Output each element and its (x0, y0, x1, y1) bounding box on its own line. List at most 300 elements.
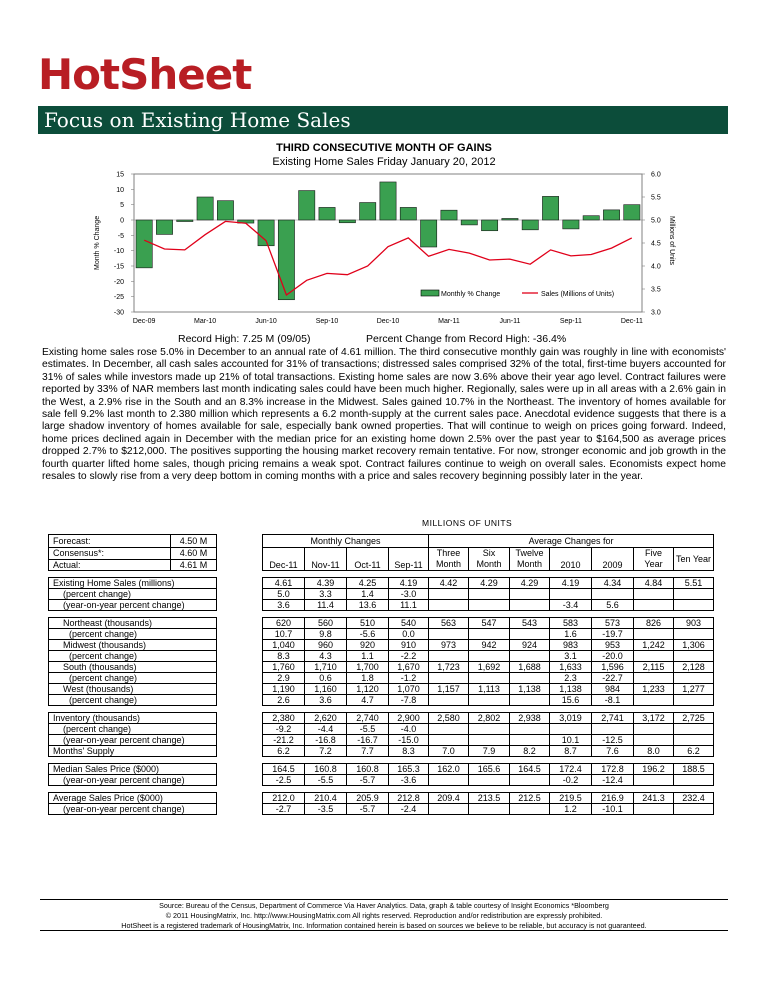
cell-value: 8.7 (550, 746, 592, 757)
bar (583, 216, 599, 220)
cell-value: -2.2 (389, 651, 429, 662)
x-tick-label: Dec-11 (620, 318, 643, 325)
bar (177, 220, 193, 222)
cell-value: 188.5 (674, 764, 714, 775)
cell-value: -5.5 (305, 775, 347, 786)
cell-value: 4.39 (305, 578, 347, 589)
cell-value: 160.8 (305, 764, 347, 775)
cell-value: 2,380 (263, 713, 305, 724)
col-header: 2010 (550, 548, 592, 571)
bar (522, 220, 538, 230)
cell-value: 4.61 (263, 578, 305, 589)
cell-value: 2,740 (347, 713, 389, 724)
cell-value: 540 (389, 618, 429, 629)
monthly-changes-header: Monthly Changes (263, 535, 429, 548)
cell-value: 3.1 (550, 651, 592, 662)
cell-value: 2,580 (429, 713, 469, 724)
cell-value: 232.4 (674, 793, 714, 804)
cell-value: 2,725 (674, 713, 714, 724)
table-row (49, 764, 714, 775)
bar (421, 220, 437, 247)
cell-value: 620 (263, 618, 305, 629)
cell-value: 2.3 (550, 673, 592, 684)
cell-value: 219.5 (550, 793, 592, 804)
cell-value: 196.2 (634, 764, 674, 775)
row-label: (percent change) (49, 589, 217, 600)
bar (360, 203, 376, 220)
y-tick-label: 10 (116, 186, 124, 194)
forecast-label: Forecast: (53, 536, 91, 546)
cell-value: 1,760 (263, 662, 305, 673)
cell-value: 1,113 (469, 684, 510, 695)
cell-value (510, 775, 550, 786)
cell-value: 4.25 (347, 578, 389, 589)
cell-value: 241.3 (634, 793, 674, 804)
bar (563, 220, 579, 229)
cell-value: 1,070 (389, 684, 429, 695)
bar (278, 220, 294, 300)
table-row (49, 629, 714, 640)
cell-value: 826 (634, 618, 674, 629)
spacer-row (49, 571, 714, 578)
cell-value: 0.6 (305, 673, 347, 684)
cell-value: -20.0 (592, 651, 634, 662)
units-label: MILLIONS OF UNITS (422, 518, 513, 528)
row-label: (year-on-year percent change) (49, 600, 217, 611)
col-header: Oct-11 (347, 548, 389, 571)
cell-value (592, 589, 634, 600)
cell-value: 210.4 (305, 793, 347, 804)
cell-value: 1.4 (347, 589, 389, 600)
col-header: Three Month (429, 548, 469, 571)
bar (136, 220, 152, 268)
forecast-value: 4.50 M (171, 535, 217, 548)
cell-value: -4.4 (305, 724, 347, 735)
cell-value: -8.1 (592, 695, 634, 706)
cell-value: -0.2 (550, 775, 592, 786)
cell-value: 1,160 (305, 684, 347, 695)
banner-title: Focus on Existing Home Sales (44, 108, 351, 132)
cell-value: 172.4 (550, 764, 592, 775)
y-tick-label: 5 (120, 202, 124, 210)
table-row (49, 713, 714, 724)
cell-value: 1,306 (674, 640, 714, 651)
cell-value: 212.5 (510, 793, 550, 804)
cell-value (550, 589, 592, 600)
cell-value: 1.1 (347, 651, 389, 662)
cell-value: 543 (510, 618, 550, 629)
col-header: Five Year (634, 548, 674, 571)
chart-subtitle: Existing Home Sales Friday January 20, 2012 (272, 156, 496, 168)
bar (380, 182, 396, 220)
cell-value: 7.0 (429, 746, 469, 757)
consensus-label: Consensus*: (49, 548, 171, 560)
cell-value (510, 651, 550, 662)
y2-tick-label: 5.0 (651, 217, 661, 225)
cell-value (674, 651, 714, 662)
cell-value: 165.3 (389, 764, 429, 775)
legend-bar-swatch (421, 290, 439, 296)
statistics-table (48, 534, 714, 815)
cell-value (674, 629, 714, 640)
cell-value: 10.7 (263, 629, 305, 640)
bar (197, 197, 213, 220)
footer-trademark: HotSheet is a registered trademark of HousingMatrix, Inc. Information contained herein is based on sources we believe to be reliable, but accuracy is not guaranteed. (121, 921, 647, 930)
cell-value: -10.1 (592, 804, 634, 815)
table-row (49, 600, 714, 611)
sales-chart (90, 168, 690, 332)
table-row (49, 775, 714, 786)
cell-value: 2,128 (674, 662, 714, 673)
cell-value: 2,741 (592, 713, 634, 724)
table-row (49, 793, 714, 804)
cell-value (510, 589, 550, 600)
col-header: Dec-11 (263, 548, 305, 571)
cell-value: 8.3 (389, 746, 429, 757)
y2-tick-label: 6.0 (651, 171, 661, 179)
cell-value: 953 (592, 640, 634, 651)
col-header: Ten Year (674, 548, 714, 571)
spacer-row (49, 786, 714, 793)
bar (542, 196, 558, 220)
legend-bar-label: Monthly % Change (441, 291, 501, 298)
cell-value: 11.4 (305, 600, 347, 611)
average-changes-header: Average Changes for (429, 535, 714, 548)
cell-value (510, 673, 550, 684)
cell-value (674, 695, 714, 706)
cell-value: -2.4 (389, 804, 429, 815)
cell-value: 8.0 (634, 746, 674, 757)
cell-value: -12.5 (592, 735, 634, 746)
cell-value: 1.6 (550, 629, 592, 640)
cell-value: 4.3 (305, 651, 347, 662)
x-tick-label: Sep-11 (559, 318, 582, 325)
cell-value (510, 600, 550, 611)
cell-value (429, 600, 469, 611)
cell-value: 6.2 (263, 746, 305, 757)
row-label: (percent change) (49, 629, 217, 640)
cell-value (634, 775, 674, 786)
cell-value: 2,900 (389, 713, 429, 724)
cell-value: 984 (592, 684, 634, 695)
cell-value (469, 629, 510, 640)
cell-value: 960 (305, 640, 347, 651)
cell-value (634, 804, 674, 815)
table-row (49, 618, 714, 629)
table-row (49, 804, 714, 815)
cell-value: 510 (347, 618, 389, 629)
cell-value: 942 (469, 640, 510, 651)
y-tick-label: -25 (113, 294, 124, 302)
cell-value: -22.7 (592, 673, 634, 684)
table-row (49, 724, 714, 735)
row-label: Inventory (thousands) (49, 713, 217, 724)
table-row (49, 673, 714, 684)
chart-title: THIRD CONSECUTIVE MONTH OF GAINS (276, 142, 492, 154)
cell-value (674, 673, 714, 684)
y2-tick-label: 5.5 (651, 194, 661, 202)
cell-value: 4.34 (592, 578, 634, 589)
cell-value: 3.6 (305, 695, 347, 706)
spacer-row (49, 611, 714, 618)
y-tick-label: -5 (117, 232, 124, 240)
row-label: Median Sales Price ($000) (49, 764, 217, 775)
cell-value (674, 775, 714, 786)
cell-value: 2.9 (263, 673, 305, 684)
cell-value: 4.19 (389, 578, 429, 589)
bar (461, 220, 477, 225)
cell-value: 3,172 (634, 713, 674, 724)
y-tick-label: 0 (120, 217, 124, 225)
cell-value: 1,233 (634, 684, 674, 695)
cell-value: 1,277 (674, 684, 714, 695)
cell-value: 165.6 (469, 764, 510, 775)
cell-value: 4.84 (634, 578, 674, 589)
cell-value (429, 673, 469, 684)
row-label: South (thousands) (49, 662, 217, 673)
cell-value: 1,670 (389, 662, 429, 673)
cell-value (469, 673, 510, 684)
cell-value: -1.2 (389, 673, 429, 684)
cell-value: 903 (674, 618, 714, 629)
x-tick-label: Mar-10 (194, 318, 217, 325)
cell-value: 6.2 (674, 746, 714, 757)
row-label: Northeast (thousands) (49, 618, 217, 629)
y-tick-label: 15 (116, 171, 124, 179)
cell-value: -21.2 (263, 735, 305, 746)
row-label: (percent change) (49, 724, 217, 735)
cell-value (510, 724, 550, 735)
cell-value: 1,120 (347, 684, 389, 695)
bar (319, 207, 335, 220)
cell-value (634, 629, 674, 640)
cell-value: 7.9 (469, 746, 510, 757)
bar (441, 210, 457, 220)
cell-value: -5.7 (347, 775, 389, 786)
cell-value (469, 651, 510, 662)
cell-value (429, 651, 469, 662)
percent-change-from-record-high: Percent Change from Record High: -36.4% (366, 333, 567, 345)
row-label: (percent change) (49, 651, 217, 662)
footer-source: Source: Bureau of the Census, Department of Commerce Via Haver Analytics. Data, graph & table courtesy of Insight Economics *Bloomberg (159, 901, 609, 910)
y-axis-label-left: Month % Change (94, 215, 101, 270)
cell-value: -7.8 (389, 695, 429, 706)
bar (156, 220, 172, 234)
cell-value (510, 735, 550, 746)
cell-value: 1.8 (347, 673, 389, 684)
cell-value: 2.6 (263, 695, 305, 706)
footer (40, 899, 728, 931)
cell-value: 910 (389, 640, 429, 651)
x-tick-label: Jun-10 (255, 318, 277, 325)
cell-value: 4.42 (429, 578, 469, 589)
cell-value: 3.6 (263, 600, 305, 611)
cell-value: 1,040 (263, 640, 305, 651)
cell-value: -3.0 (389, 589, 429, 600)
cell-value (469, 600, 510, 611)
y2-tick-label: 4.0 (651, 263, 661, 271)
cell-value: 4.7 (347, 695, 389, 706)
cell-value: 162.0 (429, 764, 469, 775)
cell-value (550, 724, 592, 735)
cell-value (429, 629, 469, 640)
cell-value (634, 589, 674, 600)
cell-value (469, 775, 510, 786)
cell-value (634, 724, 674, 735)
bar (624, 205, 640, 220)
actual-label: Actual: (49, 559, 171, 571)
cell-value: -15.0 (389, 735, 429, 746)
cell-value (674, 804, 714, 815)
cell-value: 216.9 (592, 793, 634, 804)
cell-value (674, 600, 714, 611)
cell-value: 1,138 (550, 684, 592, 695)
y-tick-label: -10 (113, 248, 124, 256)
cell-value: 5.0 (263, 589, 305, 600)
y-tick-label: -20 (113, 278, 124, 286)
cell-value: 5.6 (592, 600, 634, 611)
col-header: Nov-11 (305, 548, 347, 571)
cell-value (634, 673, 674, 684)
cell-value (634, 735, 674, 746)
x-tick-label: Sep-10 (315, 318, 339, 325)
commentary-text: Existing home sales rose 5.0% in December to an annual rate of 4.61 million. The third consecutive monthly gain was roughly in line with economists' estimates. In December, all cash sales accounted for 31% of transactions; distressed sales comprised 32% of the total, first-time buyers accounted for 31% of sales while investors made up 21% of total transactions. Existing home sales are now 3.6% above their year ago level. Contract failures were reported by 33% of NAR members last month indicating sales could have been much higher. Regionally, sales were up in all areas with a 2.6% gain in the West, a 2.9% rise in the South and an 8.3% increase in the Midwest. Sales gained 10.7% in the Northeast. The inventory of homes available for sale fell 9.2% last month to 2.380 million which represents a 6.2 month-supply at the current sales pace. Anecdotal evidence suggests that there is a large shadow inventory of homes available for sale, especially bank owned properties. That will continue to weigh on prices going forward. Indeed, home prices declined again in December with the median price for an existing home down 2.5% over the past year to $164,500 as average prices dropped 2.7% to $212,000. The positives supporting the housing market recovery remain tentative. For now, stronger economic and job growth in the fourth quarter lifted home sales, though pricing remains a weak spot. Contract failures continue to weigh on overall sales. Economists expect home resales to slowly rise from a very deep bottom in coming months with a price and sales recovery beginning possibly later in the year. (42, 347, 726, 483)
cell-value: 1,723 (429, 662, 469, 673)
cell-value: 8.3 (263, 651, 305, 662)
cell-value: 13.6 (347, 600, 389, 611)
cell-value (592, 724, 634, 735)
x-tick-label: Dec-10 (376, 318, 400, 325)
cell-value (429, 735, 469, 746)
table-row (49, 662, 714, 673)
cell-value: -3.6 (389, 775, 429, 786)
cell-value: 7.6 (592, 746, 634, 757)
y2-tick-label: 3.0 (651, 309, 661, 317)
cell-value (429, 695, 469, 706)
cell-value: 209.4 (429, 793, 469, 804)
cell-value: 983 (550, 640, 592, 651)
bar (299, 191, 315, 220)
cell-value: 0.0 (389, 629, 429, 640)
cell-value (510, 804, 550, 815)
row-label: Months' Supply (49, 746, 217, 757)
row-label: (percent change) (49, 695, 217, 706)
cell-value: 212.0 (263, 793, 305, 804)
cell-value (510, 629, 550, 640)
record-high: Record High: 7.25 M (09/05) (178, 333, 311, 345)
cell-value: -2.5 (263, 775, 305, 786)
cell-value: 4.19 (550, 578, 592, 589)
cell-value: 2,115 (634, 662, 674, 673)
cell-value: 1,710 (305, 662, 347, 673)
cell-value: 213.5 (469, 793, 510, 804)
cell-value: 973 (429, 640, 469, 651)
cell-value: 563 (429, 618, 469, 629)
col-header: Six Month (469, 548, 510, 571)
x-tick-label: Jun-11 (499, 318, 521, 325)
cell-value: 1,692 (469, 662, 510, 673)
cell-value: 15.6 (550, 695, 592, 706)
cell-value: 10.1 (550, 735, 592, 746)
bar (502, 218, 518, 220)
forecast-cell (49, 535, 171, 548)
cell-value: 164.5 (263, 764, 305, 775)
cell-value: -5.6 (347, 629, 389, 640)
bar (603, 210, 619, 220)
actual-value: 4.61 M (171, 559, 217, 571)
cell-value (634, 695, 674, 706)
cell-value: -9.2 (263, 724, 305, 735)
cell-value: -19.7 (592, 629, 634, 640)
banner (38, 106, 728, 134)
cell-value (469, 735, 510, 746)
cell-value (674, 589, 714, 600)
cell-value (429, 775, 469, 786)
cell-value: 1,700 (347, 662, 389, 673)
cell-value: 2,802 (469, 713, 510, 724)
cell-value: 920 (347, 640, 389, 651)
row-label: Existing Home Sales (millions) (49, 578, 217, 589)
row-label: (year-on-year percent change) (49, 735, 217, 746)
cell-value: 1,688 (510, 662, 550, 673)
cell-value (634, 651, 674, 662)
y-tick-label: -15 (113, 263, 124, 271)
cell-value: 547 (469, 618, 510, 629)
table-row (49, 651, 714, 662)
cell-value (469, 695, 510, 706)
cell-value: 924 (510, 640, 550, 651)
spacer-row (49, 706, 714, 713)
cell-value: -5.5 (347, 724, 389, 735)
cell-value: 3,019 (550, 713, 592, 724)
table-row (49, 695, 714, 706)
bar (217, 201, 233, 220)
col-header: 2009 (592, 548, 634, 571)
consensus-value: 4.60 M (171, 548, 217, 560)
cell-value: 3.3 (305, 589, 347, 600)
cell-value: 583 (550, 618, 592, 629)
cell-value: -3.4 (550, 600, 592, 611)
cell-value: 1,242 (634, 640, 674, 651)
cell-value: 2,620 (305, 713, 347, 724)
row-label: Midwest (thousands) (49, 640, 217, 651)
cell-value: 1,138 (510, 684, 550, 695)
cell-value: -2.7 (263, 804, 305, 815)
cell-value: 4.29 (469, 578, 510, 589)
cell-value: 164.5 (510, 764, 550, 775)
cell-value: -3.5 (305, 804, 347, 815)
cell-value: 4.29 (510, 578, 550, 589)
bar (400, 207, 416, 220)
table-row (49, 589, 714, 600)
cell-value: 160.8 (347, 764, 389, 775)
cell-value: 560 (305, 618, 347, 629)
cell-value: 8.2 (510, 746, 550, 757)
row-label: (percent change) (49, 673, 217, 684)
table-row (49, 578, 714, 589)
cell-value (674, 735, 714, 746)
cell-value: 7.7 (347, 746, 389, 757)
cell-value: 1,633 (550, 662, 592, 673)
cell-value (429, 804, 469, 815)
cell-value: 1,157 (429, 684, 469, 695)
bar (481, 220, 497, 231)
cell-value: 2,938 (510, 713, 550, 724)
table-row (49, 640, 714, 651)
cell-value: 5.51 (674, 578, 714, 589)
cell-value: 205.9 (347, 793, 389, 804)
bar (339, 220, 355, 223)
